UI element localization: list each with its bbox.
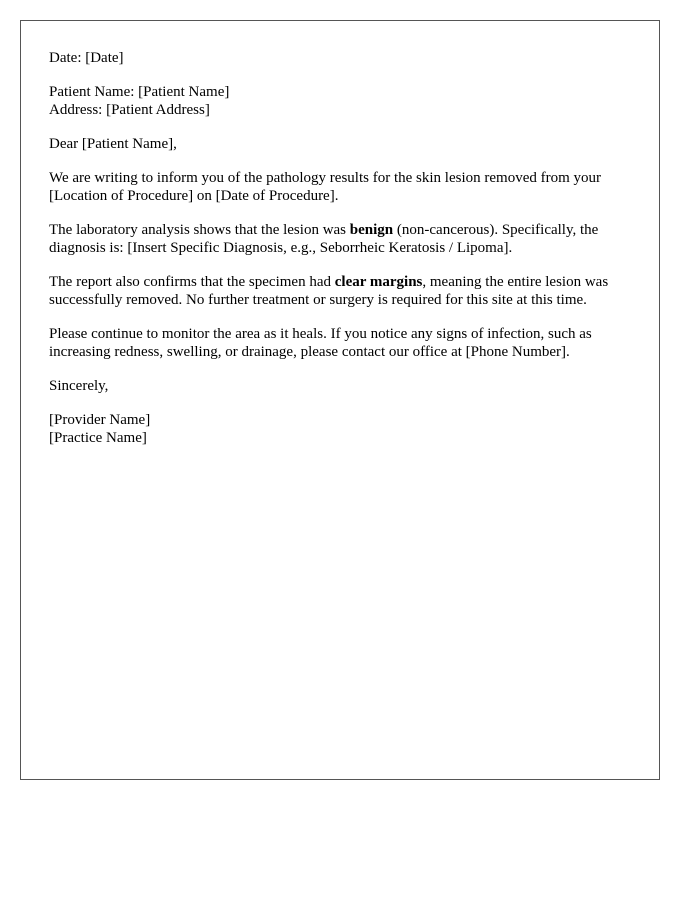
patient-info-block — [49, 83, 634, 119]
margins-text-after: , meaning the entire lesion was successfully removed. No further treatment or surgery is required for this site at this time. — [49, 274, 609, 308]
diagnosis-text-after: (non-cancerous). Specifically, the diagnosis is: [Insert Specific Diagnosis, e.g., Seborrheic Keratosis / Lipoma]. — [49, 222, 599, 256]
margins-text-before: The report also confirms that the specimen had — [49, 274, 335, 290]
paragraph-margins — [49, 273, 634, 309]
salutation: Dear [Patient Name], — [49, 136, 177, 152]
patient-address: Address: [Patient Address] — [49, 102, 210, 118]
closing: Sincerely, — [49, 378, 109, 394]
patient-name: Patient Name: [Patient Name] — [49, 84, 230, 100]
provider-name: [Provider Name] — [49, 412, 151, 428]
diagnosis-benign-emphasis: benign — [349, 222, 394, 238]
margins-clear-emphasis: clear margins — [334, 274, 423, 290]
paragraph-results-intro: We are writing to inform you of the pathology results for the skin lesion removed from your [Location of Procedure] on [Date of Procedure]. — [49, 170, 602, 204]
paragraph-diagnosis — [49, 221, 634, 257]
paragraph-monitoring: Please continue to monitor the area as it heals. If you notice any signs of infection, such as increasing redness, swelling, or drainage, please contact our office at [Phone Number]. — [49, 326, 592, 360]
signature-block — [49, 411, 634, 447]
letter-body — [49, 49, 634, 463]
diagnosis-text-before: The laboratory analysis shows that the lesion was — [49, 222, 350, 238]
letter-page — [20, 20, 660, 780]
letter-date: Date: [Date] — [49, 50, 124, 66]
practice-name: [Practice Name] — [49, 430, 147, 446]
